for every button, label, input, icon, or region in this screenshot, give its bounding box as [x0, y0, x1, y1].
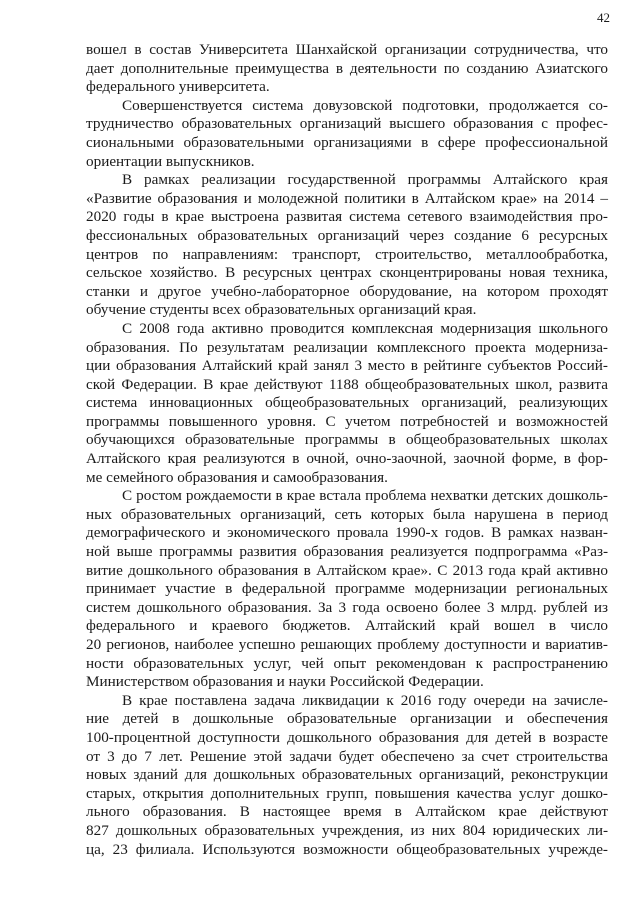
text-line: Совершенствуется система довузовской подготовки, продолжается со- — [122, 96, 608, 114]
text-line: система инновационных общеобразовательных организаций, реализующих — [86, 394, 608, 412]
text-line: сельское хозяйство. В ресурсных центрах сконцентрированы новая техника, — [86, 264, 608, 282]
text-line: 20 регионов, наиболее успешно решающих проблему доступности и вариатив- — [86, 636, 608, 653]
text-line: В рамках реализации государственной программы Алтайского края — [122, 171, 608, 189]
text-line: С 2008 года активно проводится комплексная модернизация школьного — [122, 319, 608, 337]
text-line: ние детей в дошкольные образовательные организации и обеспечения — [86, 710, 608, 728]
text-line: образования. По результатам реализации комплексного проекта модерниза- — [86, 338, 608, 356]
text-line: сиональными образовательными организациями в сфере профессиональной — [86, 133, 608, 151]
text-line: ца, 23 филиала. Используются возможности общеобразовательных учрежде- — [86, 840, 608, 858]
text-line: демографического и экономического провала 1990-х годов. В рамках назван- — [86, 524, 608, 542]
text-line: «Развитие образования и молодежной политики в Алтайском крае» на 2014 – — [86, 189, 608, 207]
text-line: ме семейного образования и самообразования. — [86, 468, 388, 486]
text-line: от 3 до 7 лет. Решение этой задачи будет обеспечено за счет строительства — [86, 747, 608, 765]
text-line: принимает участие в федеральной программе модернизации региональных — [86, 580, 608, 598]
text-line: ской Федерации. В крае действуют 1188 общеобразовательных школ, развита — [86, 375, 608, 393]
text-line: систем дошкольного образования. За 3 года освоено более 3 млрд. рублей из — [86, 598, 608, 616]
text-line: С ростом рождаемости в крае встала проблема нехватки детских дошколь- — [122, 487, 608, 505]
page-body — [86, 41, 608, 859]
text-line: ных образовательных организаций, сеть которых была нарушена в период — [86, 505, 608, 523]
text-line: льного образования. В настоящее время в Алтайском крае действуют — [86, 803, 608, 821]
text-line: трудничество образовательных организаций высшего образования с профес- — [86, 115, 608, 133]
page-number: 42 — [597, 10, 610, 25]
text-line: ции образования Алтайский край занял 3 место в рейтинге субъектов Россий- — [86, 357, 608, 375]
text-line: 100-процентной доступности дошкольного образования для детей в возрасте — [86, 728, 608, 746]
text-line: федерального университета. — [86, 78, 270, 96]
text-line: В крае поставлена задача ликвидации к 2016 году очереди на зачисле- — [122, 691, 608, 709]
text-line: вошел в состав Университета Шанхайской организации сотрудничества, что — [86, 41, 608, 58]
text-line: фессиональных образовательных организаций через создание 6 ресурсных — [86, 226, 608, 244]
text-line: Министерством образования и науки Российской Федерации. — [86, 673, 484, 691]
text-line: федерального и краевого бюджетов. Алтайский край вошел в число — [86, 617, 608, 635]
text-line: ной выше программы развития образования реализуется подпрограмма «Раз- — [86, 543, 608, 561]
text-line: Алтайского края реализуются в очной, очно-заочной, заочной форме, в фор- — [86, 450, 608, 468]
text-line: дает дополнительные преимущества в деятельности по созданию Азиатского — [86, 59, 608, 77]
text-line: новых зданий для дошкольных образовательных организаций, реконструкции — [86, 766, 608, 784]
text-line: станки и другое учебно-лабораторное оборудование, на котором проходят — [86, 282, 608, 300]
text-line: 827 дошкольных образовательных учреждения, из них 804 юридических ли- — [86, 821, 608, 839]
text-line: обучающихся образовательные программы в общеобразовательных школах — [86, 431, 608, 449]
text-line: 2020 годы в крае выстроена развитая система сетевого взаимодействия про- — [86, 208, 608, 226]
text-line: обучение студенты всех образовательных организаций края. — [86, 301, 477, 319]
text-line: ориентации выпускников. — [86, 152, 255, 170]
text-line: программы повышенного уровня. С учетом потребностей и возможностей — [86, 412, 608, 430]
text-line: центров по направлениям: транспорт, строительство, металлообработка, — [86, 245, 608, 263]
text-line: старых, открытия дополнительных групп, повышения качества услуг дошко- — [86, 784, 608, 802]
text-line: ности образовательных услуг, чей опыт рекомендован к распространению — [86, 654, 608, 672]
text-line: витие дошкольного образования в Алтайском крае». С 2013 года край активно — [86, 561, 608, 579]
